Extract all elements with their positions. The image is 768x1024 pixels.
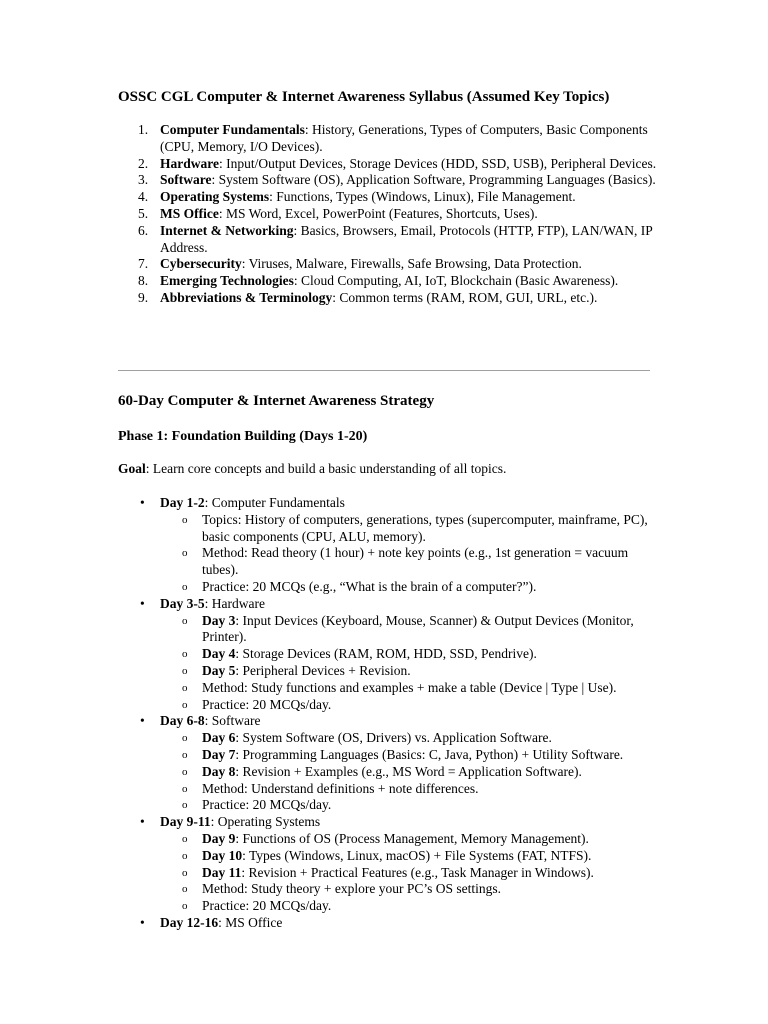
bullet-icon: • [140, 713, 145, 729]
day-label: Day 6-8 [160, 713, 205, 729]
day-subitem [118, 579, 658, 596]
circle-bullet-icon: o [182, 681, 188, 694]
strategy-title: 60-Day Computer & Internet Awareness Strategy [118, 393, 435, 409]
item-number: 7. [138, 256, 149, 272]
syllabus-item [118, 172, 658, 189]
day-subitem [118, 545, 658, 579]
phase-title: Phase 1: Foundation Building (Days 1-20) [118, 429, 368, 444]
day-item [118, 596, 658, 613]
day-item [118, 814, 658, 831]
syllabus-item [118, 290, 658, 307]
item-term: Internet & Networking [160, 222, 294, 238]
goal-text: : Learn core concepts and build a basic understanding of all topics. [145, 461, 507, 476]
day-topic: : Computer Fundamentals [204, 495, 345, 510]
syllabus-item [118, 223, 658, 257]
subitem-text: Practice: 20 MCQs/day. [202, 797, 332, 813]
day-label: Day 12-16 [160, 914, 219, 930]
subitem-text: Topics: History of computers, generations, types (supercomputer, mainframe, PC), basic components (CPU, ALU, memory). [202, 511, 648, 544]
circle-bullet-icon: o [182, 547, 188, 560]
day-subitem [118, 646, 658, 663]
item-text: : Common terms (RAM, ROM, GUI, URL, etc.). [332, 289, 598, 305]
item-number: 9. [138, 289, 149, 305]
item-text: : Input/Output Devices, Storage Devices (HDD, SSD, USB), Peripheral Devices. [219, 155, 657, 171]
circle-bullet-icon: o [182, 748, 188, 761]
circle-bullet-icon: o [182, 883, 188, 896]
day-subitem [118, 881, 658, 898]
circle-bullet-icon: o [182, 580, 188, 593]
day-plan-list [118, 495, 658, 932]
subitem-day: Day 3 [202, 612, 236, 628]
syllabus-item [118, 156, 658, 173]
circle-bullet-icon: o [182, 866, 188, 879]
syllabus-list [118, 122, 658, 307]
item-text: : History, Generations, Types of Computers, Basic Components (CPU, Memory, I/O Devices). [160, 122, 648, 154]
subitem-day: Day 6 [202, 730, 236, 746]
item-text: : Functions, Types (Windows, Linux), File Management. [269, 189, 576, 205]
item-term: Hardware [160, 155, 219, 171]
item-number: 2. [138, 155, 149, 171]
circle-bullet-icon: o [182, 765, 188, 778]
bullet-icon: • [140, 814, 145, 830]
day-subitem [118, 613, 658, 647]
syllabus-item [118, 273, 658, 290]
circle-bullet-icon: o [182, 648, 188, 661]
item-term: Operating Systems [160, 189, 270, 205]
bullet-icon: • [140, 595, 145, 611]
subitem-day: Day 4 [202, 646, 236, 662]
subitem-text: Practice: 20 MCQs/day. [202, 696, 332, 712]
item-text: : Basics, Browsers, Email, Protocols (HTTP, FTP), LAN/WAN, IP Address. [160, 222, 653, 255]
item-term: Cybersecurity [160, 256, 242, 272]
subitem-text: : Revision + Examples (e.g., MS Word = Application Software). [235, 763, 582, 779]
day-subitem [118, 848, 658, 865]
item-text: : Viruses, Malware, Firewalls, Safe Browsing, Data Protection. [241, 256, 582, 272]
subitem-text: : System Software (OS, Drivers) vs. Application Software. [235, 730, 552, 746]
day-topic: : MS Office [218, 914, 283, 930]
day-subitem [118, 663, 658, 680]
day-topic: : Operating Systems [210, 814, 321, 830]
circle-bullet-icon: o [182, 900, 188, 913]
item-text: : Cloud Computing, AI, IoT, Blockchain (Basic Awareness). [293, 273, 619, 289]
circle-bullet-icon: o [182, 799, 188, 812]
circle-bullet-icon: o [182, 513, 188, 526]
item-term: Software [160, 172, 212, 188]
day-subitem [118, 831, 658, 848]
subitem-day: Day 8 [202, 763, 236, 779]
day-subitem [118, 764, 658, 781]
circle-bullet-icon: o [182, 698, 188, 711]
subitem-text: : Programming Languages (Basics: C, Java, Python) + Utility Software. [235, 746, 624, 762]
subitem-text: : Revision + Practical Features (e.g., Task Manager in Windows). [241, 864, 594, 880]
day-subitem [118, 747, 658, 764]
day-subitem [118, 865, 658, 882]
subitem-text: : Functions of OS (Process Management, Memory Management). [235, 830, 589, 846]
subitem-text: Method: Understand definitions + note differences. [202, 780, 479, 796]
subitem-day: Day 11 [202, 864, 242, 880]
syllabus-item [118, 122, 658, 156]
syllabus-title: OSSC CGL Computer & Internet Awareness Syllabus (Assumed Key Topics) [118, 89, 610, 105]
subitem-day: Day 10 [202, 847, 243, 863]
subitem-text: Method: Study functions and examples + make a table (Device | Type | Use). [202, 679, 617, 695]
day-item [118, 495, 658, 512]
subitem-text: Practice: 20 MCQs/day. [202, 898, 332, 914]
syllabus-item [118, 189, 658, 206]
circle-bullet-icon: o [182, 614, 188, 627]
day-subitem [118, 797, 658, 814]
circle-bullet-icon: o [182, 832, 188, 845]
goal-line [118, 461, 506, 477]
subitem-text: Practice: 20 MCQs (e.g., “What is the brain of a computer?”). [202, 578, 537, 594]
day-subitem [118, 730, 658, 747]
item-text: : System Software (OS), Application Software, Programming Languages (Basics). [211, 172, 656, 188]
day-item [118, 915, 658, 932]
item-number: 6. [138, 222, 149, 238]
circle-bullet-icon: o [182, 732, 188, 745]
circle-bullet-icon: o [182, 782, 188, 795]
day-label: Day 1-2 [160, 495, 205, 510]
day-label: Day 3-5 [160, 595, 205, 611]
horizontal-divider [118, 370, 650, 371]
day-item [118, 713, 658, 730]
subitem-text: Method: Study theory + explore your PC’s OS settings. [202, 881, 501, 897]
day-topic: : Software [204, 713, 261, 729]
subitem-day: Day 9 [202, 830, 236, 846]
bullet-icon: • [140, 914, 145, 930]
item-term: Computer Fundamentals [160, 122, 305, 137]
item-number: 8. [138, 273, 149, 289]
goal-label: Goal [118, 461, 146, 476]
day-topic: : Hardware [204, 595, 265, 611]
day-subitem [118, 898, 658, 915]
subitem-text: : Types (Windows, Linux, macOS) + File Systems (FAT, NTFS). [242, 847, 592, 863]
bullet-icon: • [140, 495, 145, 510]
syllabus-item [118, 256, 658, 273]
item-number: 1. [138, 122, 149, 137]
item-number: 4. [138, 189, 149, 205]
subitem-text: : Storage Devices (RAM, ROM, HDD, SSD, Pendrive). [235, 646, 537, 662]
item-number: 5. [138, 205, 149, 221]
circle-bullet-icon: o [182, 664, 188, 677]
item-number: 3. [138, 172, 149, 188]
subitem-text: : Peripheral Devices + Revision. [235, 662, 411, 678]
item-term: Emerging Technologies [160, 273, 294, 289]
subitem-text: Method: Read theory (1 hour) + note key points (e.g., 1st generation = vacuum tubes). [202, 545, 629, 578]
subitem-text: : Input Devices (Keyboard, Mouse, Scanner) & Output Devices (Monitor, Printer). [202, 612, 634, 645]
circle-bullet-icon: o [182, 849, 188, 862]
day-label: Day 9-11 [160, 814, 211, 830]
item-term: Abbreviations & Terminology [160, 289, 333, 305]
syllabus-item [118, 206, 658, 223]
item-term: MS Office [160, 205, 219, 221]
subitem-day: Day 5 [202, 662, 236, 678]
day-subitem [118, 697, 658, 714]
day-subitem [118, 781, 658, 798]
day-subitem [118, 512, 658, 546]
day-subitem [118, 680, 658, 697]
subitem-day: Day 7 [202, 746, 236, 762]
item-text: : MS Word, Excel, PowerPoint (Features, Shortcuts, Uses). [218, 205, 538, 221]
